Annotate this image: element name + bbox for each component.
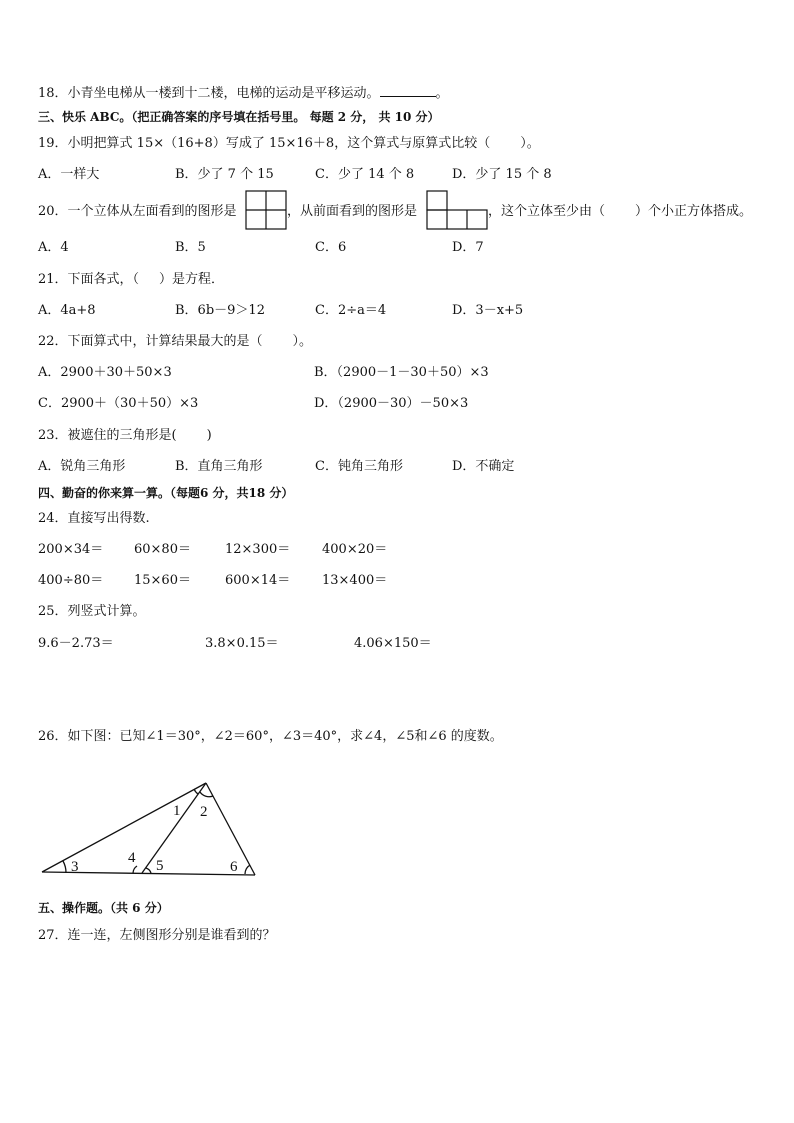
q24-item: 400×20＝ bbox=[322, 542, 388, 557]
angle-5-arc bbox=[146, 868, 151, 873]
question-25-stem: 25．列竖式计算。 bbox=[38, 604, 146, 619]
q21-option-c[interactable]: C．2÷a＝4 bbox=[315, 303, 387, 318]
q23-option-d[interactable]: D．不确定 bbox=[452, 459, 515, 474]
q23-option-a[interactable]: A．锐角三角形 bbox=[38, 459, 126, 474]
angle-label-4: 4 bbox=[128, 850, 136, 866]
question-22 bbox=[38, 334, 312, 350]
question-26-stem: 26．如下图：已知∠1＝30°，∠2＝60°，∠3＝40°，求∠4，∠5和∠6 的度数。 bbox=[38, 729, 503, 744]
angle-label-5: 5 bbox=[156, 858, 164, 874]
q25-item: 9.6－2.73＝ bbox=[38, 636, 114, 651]
question-19-stem-end: ）。 bbox=[520, 136, 540, 151]
q25-item: 4.06×150＝ bbox=[354, 636, 432, 651]
angle-4-arc bbox=[133, 866, 137, 873]
q24-item: 60×80＝ bbox=[134, 542, 191, 557]
question-23-stem-end: ) bbox=[206, 428, 212, 443]
q22-option-c[interactable]: C．2900＋（30＋50）×3 bbox=[38, 396, 199, 411]
front-view-figure bbox=[426, 190, 488, 230]
angle-label-3: 3 bbox=[71, 859, 79, 875]
section-4-title: 四、勤奋的你来算一算。（每题6 分，共18 分） bbox=[38, 486, 294, 500]
section-3-title: 三、快乐 ABC。（把正确答案的序号填在括号里。 每题 2 分， 共 10 分） bbox=[38, 110, 440, 124]
question-20-part4-text: ）个小正方体搭成。 bbox=[635, 204, 753, 219]
q24-item: 12×300＝ bbox=[225, 542, 291, 557]
triangle-side-left bbox=[42, 783, 206, 872]
question-20-part2: ，从前面看到的图形是 bbox=[287, 204, 418, 219]
question-18-text: 18．小青坐电梯从一楼到十二楼，电梯的运动是平移运动。 bbox=[38, 86, 380, 101]
question-27-stem: 27．连一连，左侧图形分别是谁看到的？ bbox=[38, 928, 276, 943]
q20-option-d[interactable]: D．7 bbox=[452, 240, 484, 255]
question-21-stem: 21．下面各式，（ bbox=[38, 272, 140, 287]
question-20-part1: 20．一个立体从左面看到的图形是 bbox=[38, 204, 237, 219]
q24-item: 600×14＝ bbox=[225, 573, 291, 588]
q19-option-a[interactable]: A．一样大 bbox=[38, 167, 100, 182]
q22-option-d[interactable]: D．（2900－30）－50×3 bbox=[314, 396, 469, 411]
q20-option-b[interactable]: B．5 bbox=[175, 240, 206, 255]
angle-label-2: 2 bbox=[200, 804, 208, 820]
inner-segment bbox=[142, 783, 206, 873]
q21-option-b[interactable]: B．6b－9＞12 bbox=[175, 303, 265, 318]
question-22-stem: 22．下面算式中，计算结果最大的是（ bbox=[38, 334, 263, 349]
question-18 bbox=[38, 84, 449, 102]
section-5-title: 五、操作题。（共 6 分） bbox=[38, 901, 169, 915]
question-20-part3-text: ，这个立体至少由（ bbox=[488, 204, 606, 219]
question-18-tail: 。 bbox=[435, 86, 449, 101]
q19-option-c[interactable]: C．少了 14 个 8 bbox=[315, 167, 415, 182]
q23-option-c[interactable]: C．钝角三角形 bbox=[315, 459, 403, 474]
q20-option-c[interactable]: C．6 bbox=[315, 240, 347, 255]
q19-option-b[interactable]: B．少了 7 个 15 bbox=[175, 167, 274, 182]
q24-item: 200×34＝ bbox=[38, 542, 104, 557]
q25-item: 3.8×0.15＝ bbox=[205, 636, 279, 651]
angle-1-arc bbox=[194, 789, 198, 794]
question-23-stem: 23．被遮住的三角形是( bbox=[38, 428, 177, 443]
angle-label-6: 6 bbox=[230, 859, 238, 875]
q23-option-b[interactable]: B．直角三角形 bbox=[175, 459, 263, 474]
q21-option-a[interactable]: A．4a+8 bbox=[38, 303, 96, 318]
q20-option-a[interactable]: A．4 bbox=[38, 240, 69, 255]
question-23 bbox=[38, 428, 212, 444]
left-view-figure bbox=[245, 190, 287, 230]
question-21 bbox=[38, 272, 224, 288]
question-24-stem: 24．直接写出得数. bbox=[38, 511, 150, 526]
question-21-stem-end: ）是方程． bbox=[159, 272, 225, 287]
q24-item: 400÷80＝ bbox=[38, 573, 104, 588]
triangle-diagram bbox=[38, 778, 268, 882]
q19-option-d[interactable]: D．少了 15 个 8 bbox=[452, 167, 552, 182]
question-19 bbox=[38, 136, 540, 152]
question-22-stem-end: ）。 bbox=[292, 334, 313, 349]
angle-label-1: 1 bbox=[173, 803, 181, 819]
q22-option-b[interactable]: B．（2900－1－30＋50）×3 bbox=[314, 365, 489, 380]
answer-blank[interactable] bbox=[380, 84, 436, 97]
q22-option-a[interactable]: A．2900＋30＋50×3 bbox=[38, 365, 172, 380]
q21-option-d[interactable]: D．3－x+5 bbox=[452, 303, 524, 318]
question-20-part3 bbox=[488, 204, 752, 220]
q24-item: 13×400＝ bbox=[322, 573, 388, 588]
angle-6-arc bbox=[245, 865, 250, 874]
q24-item: 15×60＝ bbox=[134, 573, 191, 588]
question-19-stem: 19．小明把算式 15×（16+8）写成了 15×16＋8，这个算式与原算式比较（ bbox=[38, 136, 491, 151]
angle-3-arc bbox=[63, 861, 66, 873]
